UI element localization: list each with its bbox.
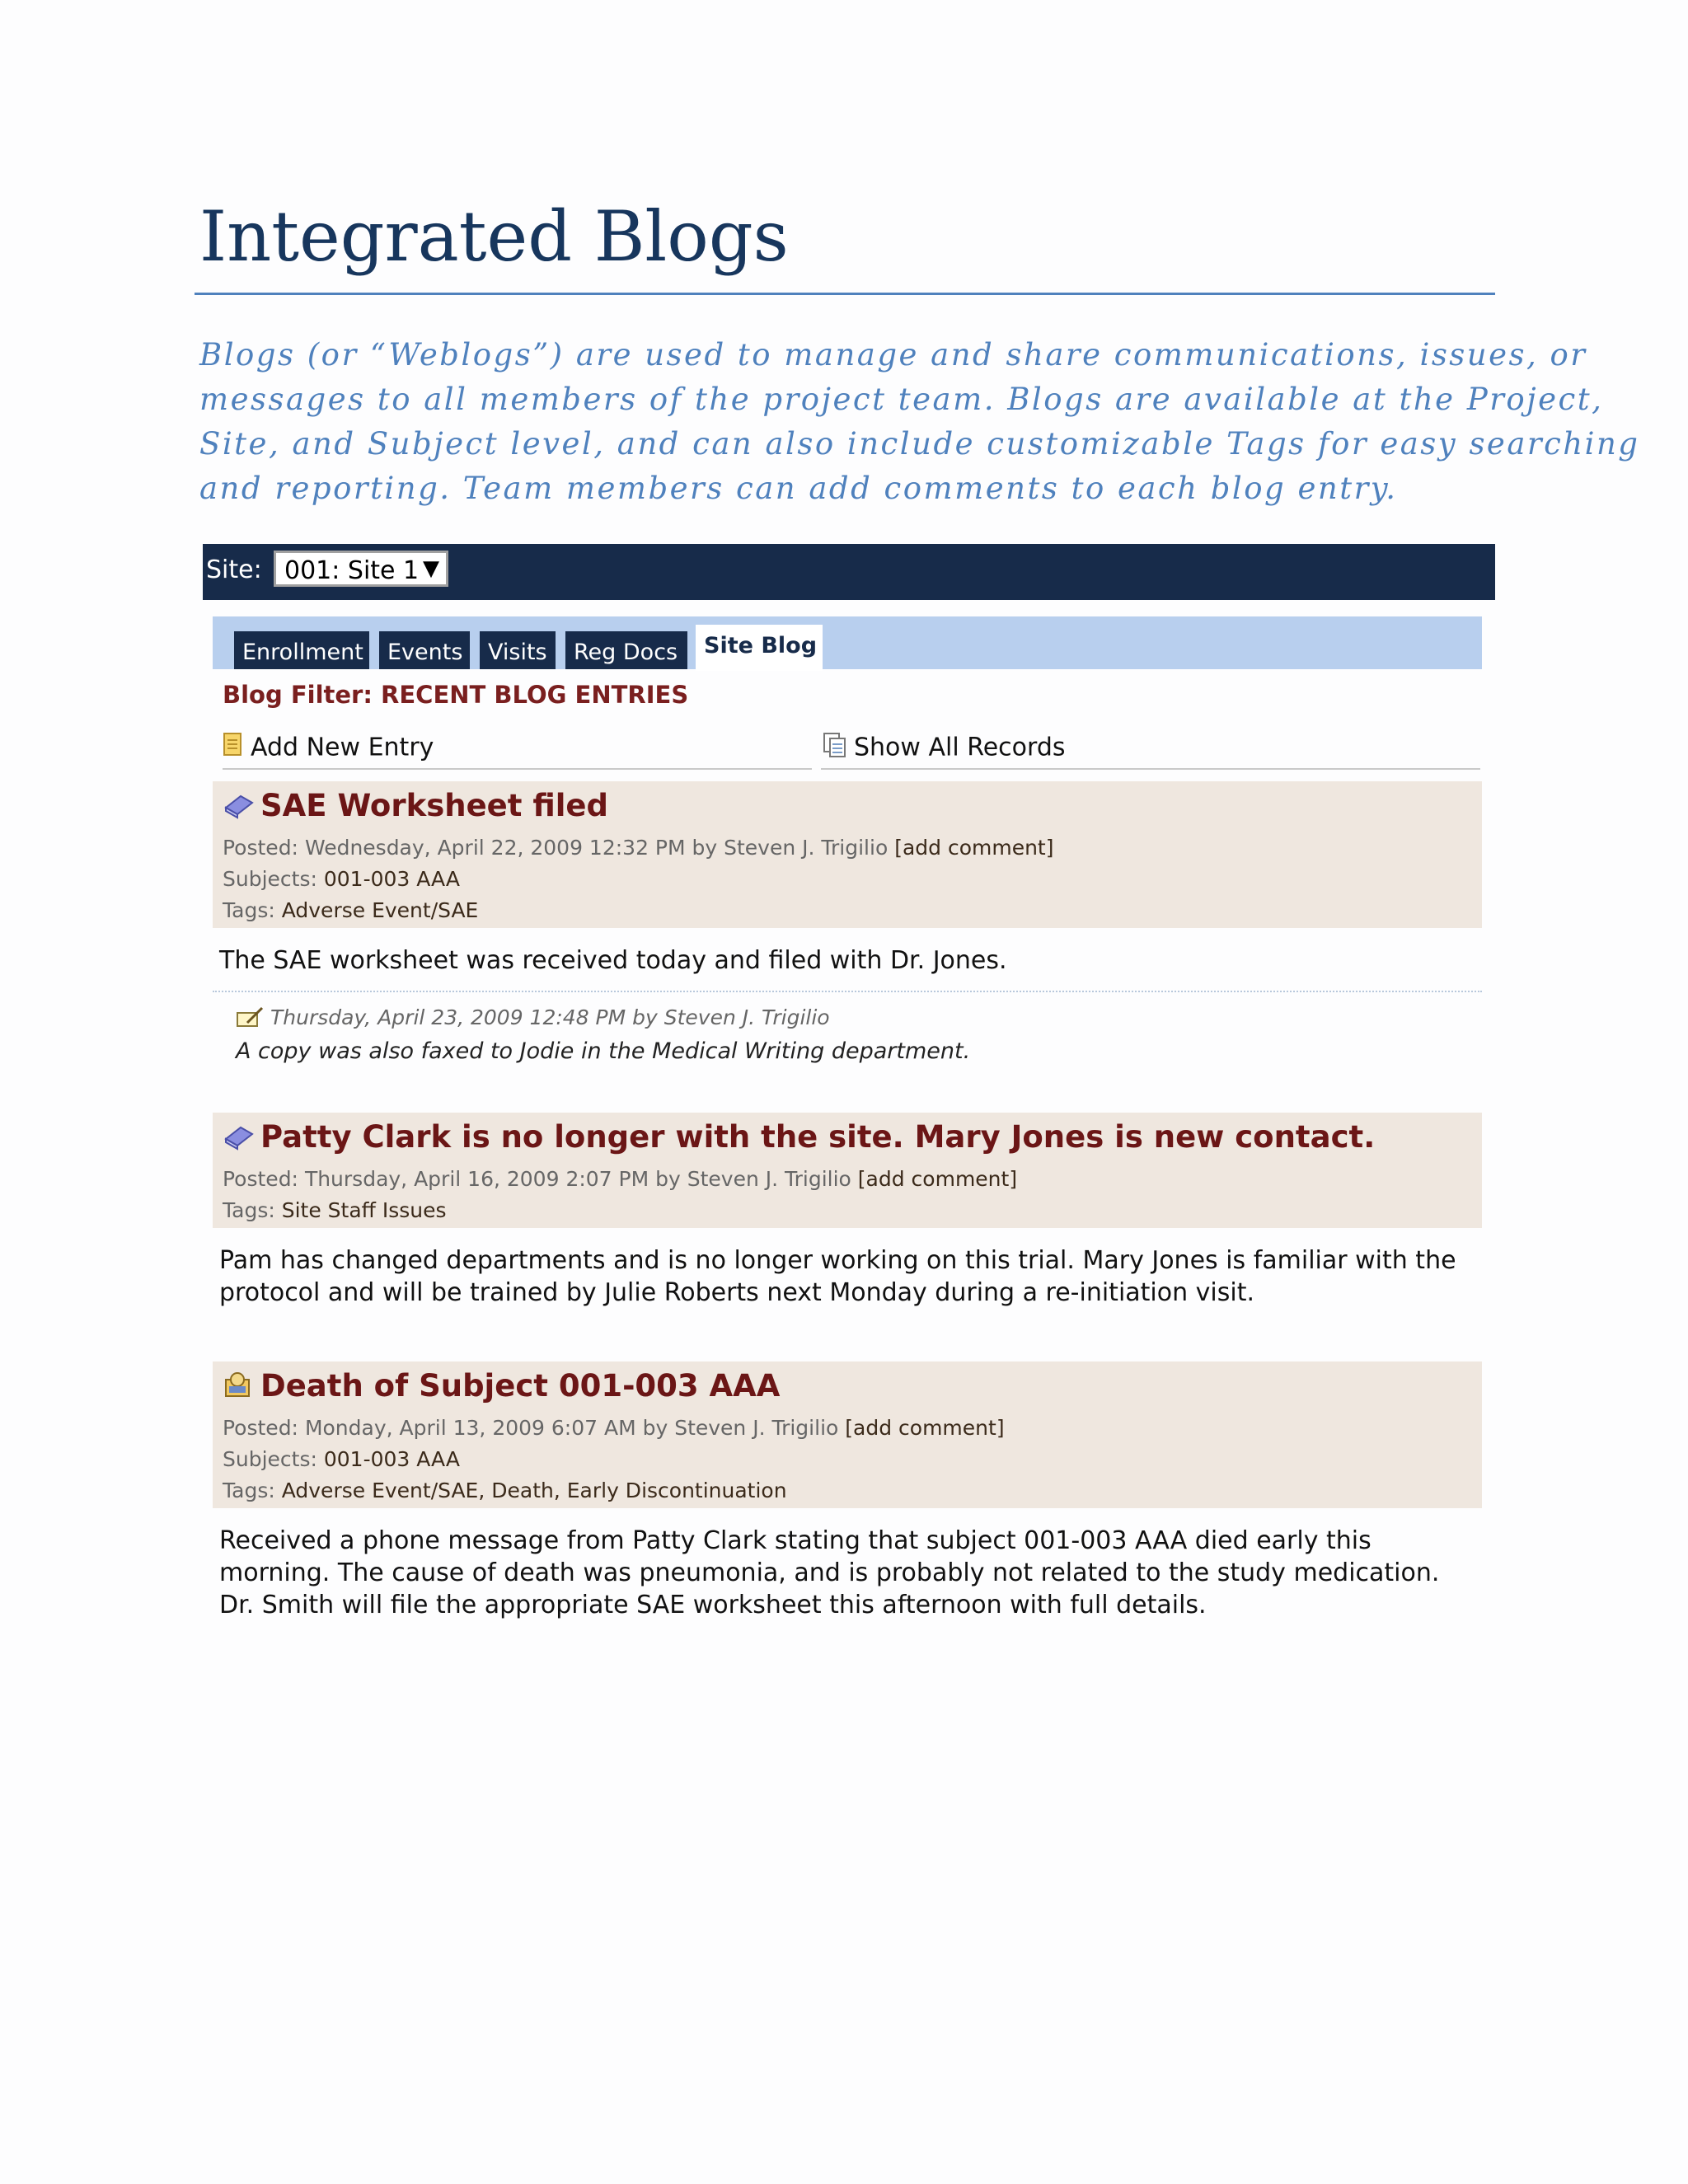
subject-link[interactable]: 001-003 AAA: [323, 867, 460, 891]
documents-icon: [823, 732, 847, 765]
subjects-line: [223, 1447, 460, 1471]
blog-entry-header: [213, 1361, 1482, 1508]
show-all-records-label: Show All Records: [854, 733, 1066, 762]
posted-label: Posted:: [223, 1416, 298, 1440]
tags-line: [223, 898, 478, 922]
site-label: Site:: [206, 555, 262, 584]
comment-meta: [236, 1005, 830, 1033]
posted-line: [223, 836, 1054, 860]
add-comment-link[interactable]: [add comment]: [845, 1416, 1005, 1440]
add-new-entry-link[interactable]: [223, 732, 434, 765]
add-comment-link[interactable]: [add comment]: [894, 836, 1054, 860]
tab-strip: [213, 616, 1482, 669]
blog-entry-header: [213, 781, 1482, 928]
intro-line: Site, and Subject level, and can also include customizable Tags for easy searching: [199, 426, 1640, 462]
tag-link[interactable]: Adverse Event/SAE: [281, 898, 479, 922]
show-all-records-link[interactable]: [823, 732, 1066, 765]
posted-value: Thursday, April 16, 2009 2:07 PM by Steven J. Trigilio: [304, 1167, 851, 1191]
note-icon: [223, 732, 244, 765]
tag-link[interactable]: Adverse Event/SAE, Death, Early Discontinuation: [281, 1479, 787, 1502]
blog-entry-title-text: Death of Subject 001-003 AAA: [260, 1368, 781, 1404]
blog-entry-title[interactable]: [223, 1119, 1375, 1158]
add-comment-link[interactable]: [add comment]: [857, 1167, 1018, 1191]
blog-entry-body: [219, 944, 1007, 977]
tags-line: [223, 1198, 447, 1222]
comment-divider: [213, 991, 1482, 992]
comment-meta-text: Thursday, April 23, 2009 12:48 PM by Steven J. Trigilio: [270, 1005, 830, 1029]
posted-label: Posted:: [223, 836, 298, 860]
blog-entry-title[interactable]: [223, 1368, 780, 1407]
subjects-line: [223, 867, 460, 891]
intro-paragraph: [199, 333, 1640, 511]
posted-value: Wednesday, April 22, 2009 12:32 PM by Steven J. Trigilio: [304, 836, 889, 860]
document-title: Integrated Blogs: [199, 196, 789, 277]
tab-reg-docs[interactable]: Reg Docs: [565, 631, 687, 669]
blog-entry-title-text: SAE Worksheet filed: [260, 788, 609, 823]
title-divider: [195, 293, 1495, 295]
intro-line: messages to all members of the project team. Blogs are available at the Project,: [199, 382, 1604, 417]
blog-entry-body: [219, 1525, 1439, 1621]
body-line: protocol and will be trained by Julie Roberts next Monday during a re-initiation visit.: [219, 1278, 1255, 1307]
blog-entry-title-text: Patty Clark is no longer with the site. Mary Jones is new contact.: [260, 1119, 1376, 1155]
intro-line: Blogs (or “Weblogs”) are used to manage and share communications, issues, or: [199, 337, 1587, 373]
tags-label: Tags:: [223, 1479, 275, 1502]
comment-text: A copy was also faxed to Jodie in the Medical Writing department.: [236, 1038, 971, 1064]
intro-line: and reporting. Team members can add comments to each blog entry.: [199, 471, 1398, 506]
subjects-label: Subjects:: [223, 1447, 317, 1471]
pencil-note-icon: [236, 1006, 265, 1033]
divider: [821, 768, 1480, 770]
book-icon: [223, 1122, 254, 1158]
site-select[interactable]: [274, 551, 448, 587]
posted-line: [223, 1416, 1005, 1440]
blog-entry-title[interactable]: [223, 788, 608, 827]
blog-entry-body: [219, 1244, 1456, 1309]
posted-label: Posted:: [223, 1167, 298, 1191]
alert-icon: [223, 1370, 254, 1407]
site-bar: [203, 544, 1495, 600]
tab-visits[interactable]: Visits: [480, 631, 556, 669]
divider: [223, 768, 812, 770]
subjects-label: Subjects:: [223, 867, 317, 891]
tags-label: Tags:: [223, 1198, 275, 1222]
tags-label: Tags:: [223, 898, 275, 922]
tab-enrollment[interactable]: Enrollment: [234, 631, 369, 669]
blog-filter-label: Blog Filter: RECENT BLOG ENTRIES: [223, 681, 689, 709]
posted-value: Monday, April 13, 2009 6:07 AM by Steven J. Trigilio: [304, 1416, 839, 1440]
subject-link[interactable]: 001-003 AAA: [323, 1447, 460, 1471]
site-select-value: 001: Site 1: [284, 556, 420, 585]
body-line: Received a phone message from Patty Clark stating that subject 001-003 AAA died early this: [219, 1526, 1372, 1555]
body-line: The SAE worksheet was received today and filed with Dr. Jones.: [219, 946, 1007, 975]
body-line: morning. The cause of death was pneumonia, and is probably not related to the study medication.: [219, 1558, 1440, 1587]
book-icon: [223, 791, 254, 827]
posted-line: [223, 1167, 1017, 1191]
dropdown-arrow-icon: ▼: [423, 556, 439, 581]
tab-site-blog[interactable]: Site Blog: [696, 625, 823, 671]
blog-entry-header: [213, 1113, 1482, 1228]
actions-row: [223, 732, 1480, 770]
tag-link[interactable]: Site Staff Issues: [281, 1198, 447, 1222]
body-line: Dr. Smith will file the appropriate SAE worksheet this afternoon with full details.: [219, 1591, 1207, 1619]
tags-line: [223, 1479, 787, 1502]
body-line: Pam has changed departments and is no longer working on this trial. Mary Jones is familiar with the: [219, 1246, 1456, 1275]
tab-events[interactable]: Events: [379, 631, 470, 669]
add-new-entry-label: Add New Entry: [251, 733, 434, 762]
